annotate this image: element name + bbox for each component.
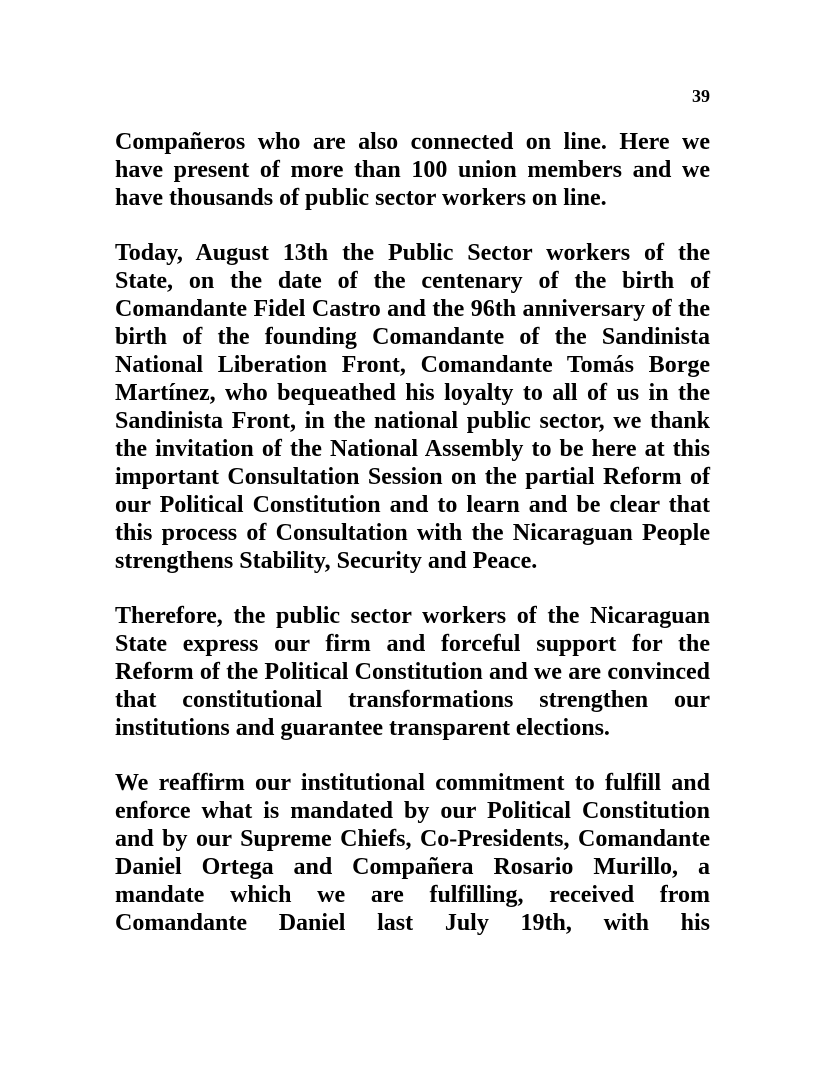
paragraph-institutional-commitment: We reaffirm our institutional commitment to fulfill and enforce what is mandated by our Political Constitution and by our Supreme Chiefs, Co-Presidents, Comandante Daniel Ortega and Compañera Rosario Murillo, a mandate which we are fulfilling, received from Comandante Daniel last July 19th, with his bbox=[115, 770, 710, 936]
page-number: 39 bbox=[692, 86, 710, 106]
paragraph-support-for-reform: Therefore, the public sector workers of the Nicaraguan State express our firm and forceful support for the Reform of the Political Constitution and we are convinced that constitutional transformations strengthen our institutions and guarantee transparent elections. bbox=[115, 603, 710, 741]
paragraph-august-13-consultation: Today, August 13th the Public Sector workers of the State, on the date of the centenary of the birth of Comandante Fidel Castro and the 96th anniversary of the birth of the founding Comandante of the Sandinista National Liberation Front, Comandante Tomás Borge Martínez, who bequeathed his loyalty to all of us in the Sandinista Front, in the national public sector, we thank the invitation of the National Assembly to be here at this important Consultation Session on the partial Reform of our Political Constitution and to learn and be clear that this process of Consultation with the Nicaraguan People strengthens Stability, Security and Peace. bbox=[115, 240, 710, 574]
paragraph-online-participants: Compañeros who are also connected on line. Here we have present of more than 100 union members and we have thousands of public sector workers on line. bbox=[115, 129, 710, 211]
document-body bbox=[115, 128, 710, 937]
